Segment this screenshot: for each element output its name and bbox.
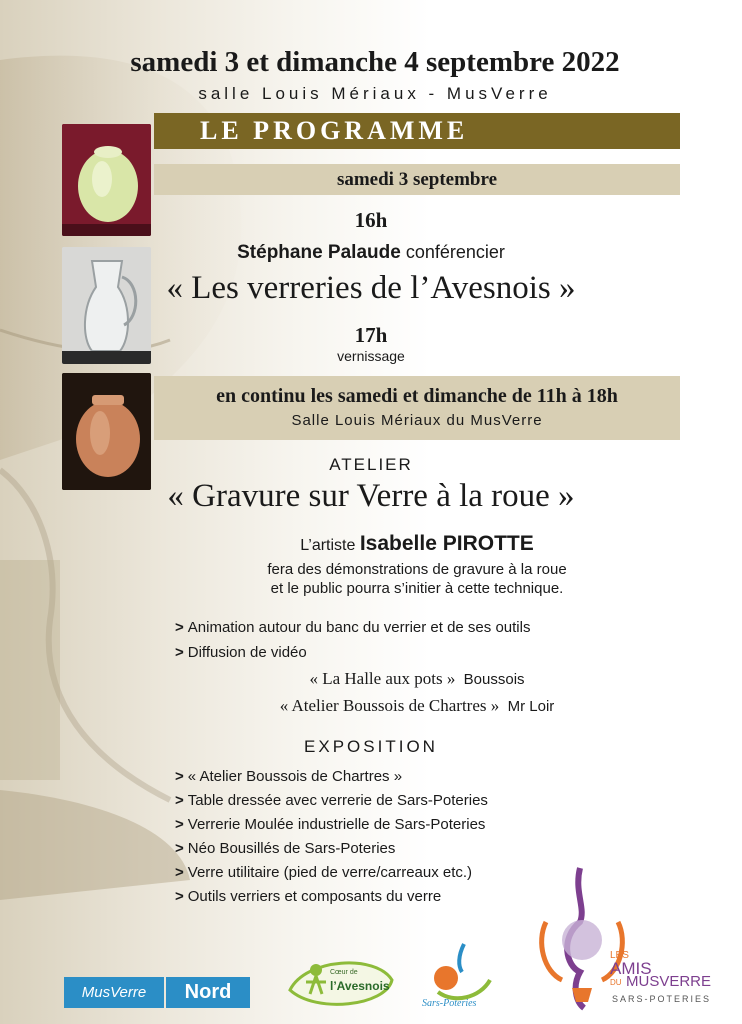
continuous-venue: Salle Louis Mériaux du MusVerre bbox=[291, 412, 543, 429]
event1-time: 16h bbox=[354, 208, 388, 232]
photo-pink-vase bbox=[62, 373, 151, 490]
amis-les-text: LES bbox=[610, 950, 629, 961]
coeur-main-text: l’Avesnois bbox=[330, 979, 390, 993]
list-item: > Table dressée avec verrerie de Sars-Poteries bbox=[175, 792, 488, 809]
amis-musverre-logo bbox=[536, 862, 714, 1014]
speaker-name: Stéphane Palaude bbox=[237, 242, 401, 263]
artist-description bbox=[154, 560, 680, 598]
continuous-hours: en continu les samedi et dimanche de 11h à 18h bbox=[216, 385, 618, 407]
list-item: > Verrerie Moulée industrielle de Sars-Poteries bbox=[175, 816, 486, 833]
video-item bbox=[154, 692, 680, 719]
event-venue: salle Louis Mériaux - MusVerre bbox=[198, 84, 552, 103]
amis-main-text: AMIS bbox=[610, 959, 652, 978]
programme-title: LE PROGRAMME bbox=[200, 116, 469, 145]
sars-text: Sars-Poteries bbox=[422, 998, 477, 1009]
programme-band bbox=[154, 113, 680, 149]
artist-prefix: L’artiste bbox=[300, 537, 356, 554]
photo-glass-pitcher bbox=[62, 247, 151, 364]
musverre-logo: MusVerre bbox=[64, 977, 164, 1008]
list-item: > Néo Bousillés de Sars-Poteries bbox=[175, 840, 396, 857]
day-band-label: samedi 3 septembre bbox=[336, 168, 498, 190]
atelier-bullets bbox=[175, 615, 655, 665]
video-item bbox=[154, 665, 680, 692]
atelier-title: « Gravure sur Verre à la roue » bbox=[167, 478, 575, 514]
video-credit: Mr Loir bbox=[507, 698, 555, 715]
sars-poteries-logo bbox=[418, 940, 500, 1010]
artist-name: Isabelle PIROTTE bbox=[359, 532, 534, 555]
list-item: > Animation autour du banc du verrier et de ses outils bbox=[175, 619, 531, 636]
day-band bbox=[154, 164, 680, 195]
event2-time: 17h bbox=[354, 323, 388, 347]
bullet-marker: > bbox=[175, 792, 184, 809]
video-title: « Atelier Boussois de Chartres » bbox=[279, 696, 500, 715]
list-item: > Diffusion de vidéo bbox=[175, 644, 307, 661]
musverre-nord-logo bbox=[64, 977, 250, 1008]
photo-opalescent-vase bbox=[62, 124, 151, 236]
video-list bbox=[154, 665, 680, 719]
amis-musverre-text: MUSVERRE bbox=[626, 973, 712, 990]
event2-label: vernissage bbox=[337, 348, 405, 364]
event-date-title: samedi 3 et dimanche 4 septembre 2022 bbox=[130, 46, 620, 78]
bullet-marker: > bbox=[175, 644, 184, 661]
desc-line-2: et le public pourra s’initier à cette technique. bbox=[270, 580, 564, 597]
exposition-heading: EXPOSITION bbox=[304, 737, 438, 756]
bullet-marker: > bbox=[175, 864, 184, 881]
amis-du-text: DU bbox=[610, 978, 622, 987]
atelier-heading: ATELIER bbox=[329, 455, 413, 474]
artist-line bbox=[154, 532, 680, 556]
amis-sars-text: SARS-POTERIES bbox=[612, 994, 712, 1004]
bullet-marker: > bbox=[175, 768, 184, 785]
continuous-band bbox=[154, 376, 680, 440]
bullet-marker: > bbox=[175, 816, 184, 833]
list-item: > Verre utilitaire (pied de verre/carreaux etc.) bbox=[175, 864, 473, 881]
bullet-marker: > bbox=[175, 840, 184, 857]
speaker-role: conférencier bbox=[405, 242, 505, 262]
coeur-top-text: Cœur de bbox=[330, 969, 358, 976]
coeur-avesnois-logo bbox=[286, 950, 396, 1016]
video-title: « La Halle aux pots » bbox=[309, 669, 456, 688]
nord-logo: Nord bbox=[166, 977, 250, 1008]
bullet-marker: > bbox=[175, 888, 184, 905]
desc-line-1: fera des démonstrations de gravure à la roue bbox=[267, 561, 567, 578]
bullet-marker: > bbox=[175, 619, 184, 636]
video-credit: Boussois bbox=[463, 671, 525, 688]
list-item: > « Atelier Boussois de Chartres » bbox=[175, 768, 403, 785]
lecture-title: « Les verreries de l’Avesnois » bbox=[166, 270, 576, 306]
list-item: > Outils verriers et composants du verre bbox=[175, 888, 442, 905]
